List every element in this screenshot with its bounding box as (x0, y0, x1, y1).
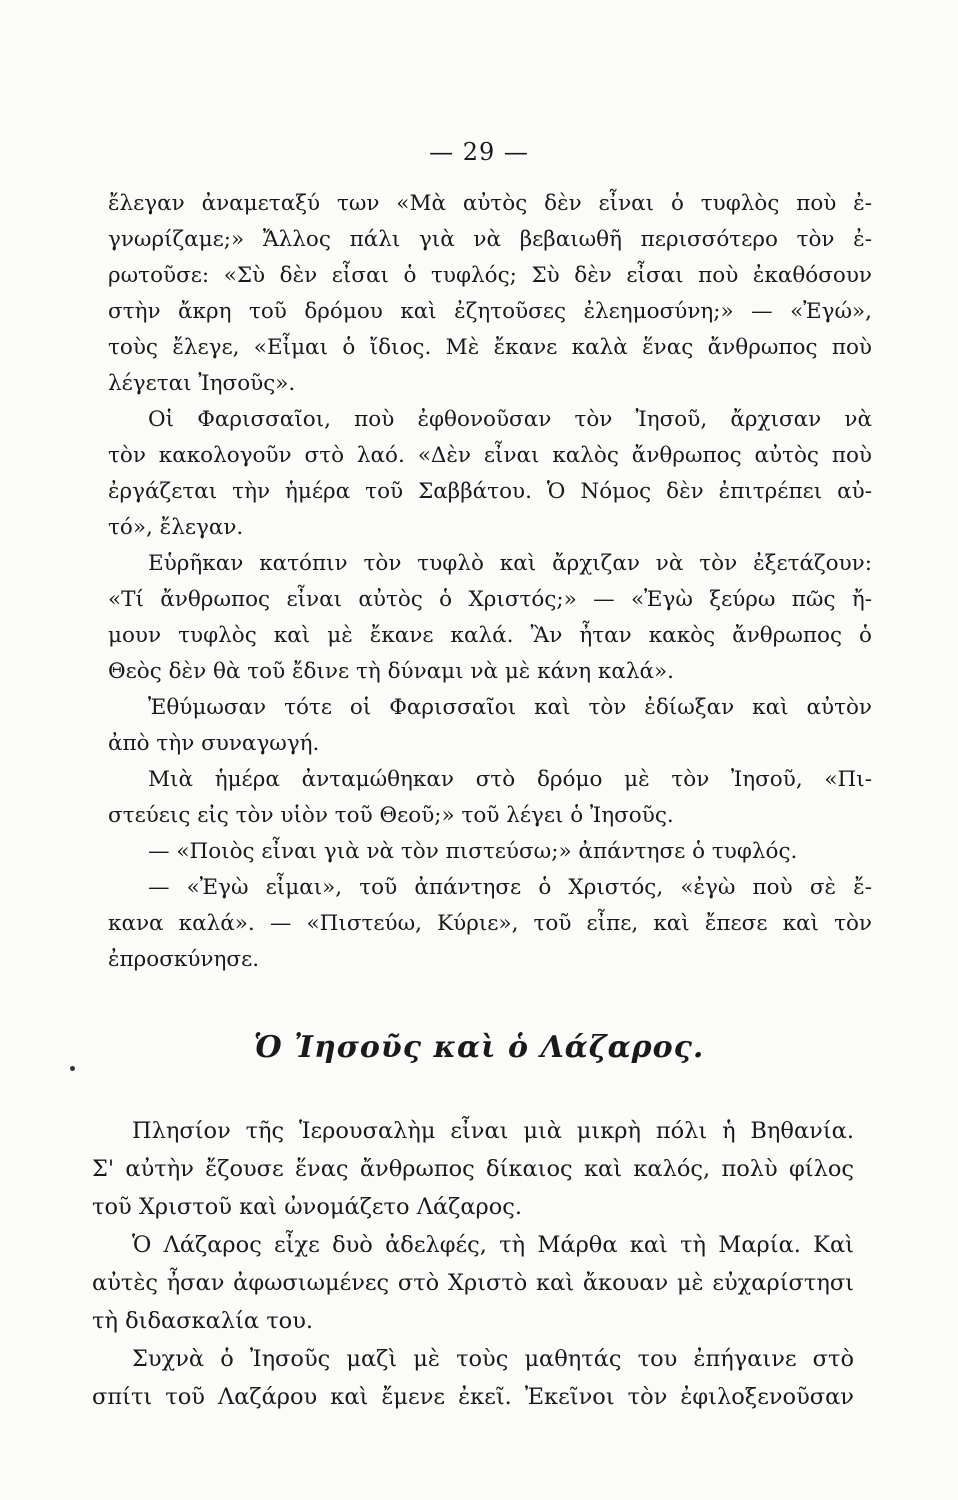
text-line: Οἱ Φαρισσαῖοι, ποὺ ἐφθονοῦσαν τὸν Ἰησοῦ, ἄρχισαν νὰ (148, 407, 872, 432)
text-line: γνωρίζαμε;» Ἄλλος πάλι γιὰ νὰ βεβαιωθῆ περισσότερο τὸν ἐ- (108, 227, 872, 252)
ink-speck (70, 1066, 75, 1071)
text-line: σπίτι τοῦ Λαζάρου καὶ ἔμενε ἐκεῖ. Ἐκεῖνοι τὸν ἐφιλοξενοῦσαν (92, 1384, 854, 1410)
text-line: τὸν κακολογοῦν στὸ λαό. «Δὲν εἶναι καλὸς ἄνθρωπος αὐτὸς ποὺ (108, 443, 872, 468)
text-line: «Τί ἄνθρωπος εἶναι αὐτὸς ὁ Χριστός;» — «Ἐγὼ ξεύρω πῶς ἤ- (108, 587, 872, 612)
text-line: τό», ἔλεγαν. (108, 515, 244, 540)
text-line: λέγεται Ἰησοῦς». (108, 371, 296, 396)
text-line: τὴ διδασκαλία του. (92, 1308, 314, 1334)
text-line: ἐργάζεται τὴν ἡμέρα τοῦ Σαββάτου. Ὁ Νόμος δὲν ἐπιτρέπει αὐ- (108, 479, 872, 504)
text-line: Εὑρῆκαν κατόπιν τὸν τυφλὸ καὶ ἄρχιζαν νὰ τὸν ἐξετάζουν: (148, 551, 872, 576)
text-line: Μιὰ ἡμέρα ἀνταμώθηκαν στὸ δρόμο μὲ τὸν Ἰησοῦ, «Πι- (148, 767, 872, 792)
text-line: στεύεις εἰς τὸν υἱὸν τοῦ Θεοῦ;» τοῦ λέγει ὁ Ἰησοῦς. (108, 803, 674, 828)
text-line: ρωτοῦσε: «Σὺ δὲν εἶσαι ὁ τυφλός; Σὺ δὲν εἶσαι ποὺ ἐκαθόσουν (108, 263, 872, 288)
text-line: Πλησίον τῆς Ἱερουσαλὴμ εἶναι μιὰ μικρὴ πόλι ἡ Βηθανία. (132, 1118, 854, 1144)
text-line: ἔλεγαν ἀναμεταξύ των «Μὰ αὐτὸς δὲν εἶναι ὁ τυφλὸς ποὺ ἐ- (108, 191, 872, 216)
text-line: τοὺς ἔλεγε, «Εἶμαι ὁ ἴδιος. Μὲ ἔκανε καλὰ ἕνας ἄνθρωπος ποὺ (108, 335, 872, 360)
text-line: Σ' αὐτὴν ἔζουσε ἕνας ἄνθρωπος δίκαιος καὶ καλός, πολὺ φίλος (92, 1156, 854, 1182)
text-line: Συχνὰ ὁ Ἰησοῦς μαζὶ μὲ τοὺς μαθητάς του ἐπήγαινε στὸ (132, 1346, 854, 1372)
text-line: τοῦ Χριστοῦ καὶ ὠνομάζετο Λάζαρος. (92, 1194, 523, 1220)
text-line: μουν τυφλὸς καὶ μὲ ἔκανε καλά. Ἂν ἦταν κακὸς ἄνθρωπος ὁ (108, 623, 872, 648)
text-line: ἀπὸ τὴν συναγωγή. (108, 731, 320, 756)
text-line: αὐτὲς ἦσαν ἀφωσιωμένες στὸ Χριστὸ καὶ ἄκουαν μὲ εὐχαρίστησι (92, 1270, 854, 1296)
text-block-blind-man (108, 186, 872, 978)
text-line: — «Ἐγὼ εἶμαι», τοῦ ἀπάντησε ὁ Χριστός, «ἐγὼ ποὺ σὲ ἔ- (148, 875, 872, 900)
section-heading: Ὁ Ἰησοῦς καὶ ὁ Λάζαρος. (253, 1030, 705, 1065)
page-number: — 29 — (429, 138, 529, 166)
text-block-lazarus (92, 1112, 854, 1416)
text-line: — «Ποιὸς εἶναι γιὰ νὰ τὸν πιστεύσω;» ἀπάντησε ὁ τυφλός. (148, 839, 798, 864)
text-line: Ὁ Λάζαρος εἶχε δυὸ ἀδελφές, τὴ Μάρθα καὶ τὴ Μαρία. Καὶ (132, 1232, 854, 1258)
text-line: Ἐθύμωσαν τότε οἱ Φαρισσαῖοι καὶ τὸν ἐδίωξαν καὶ αὐτὸν (148, 695, 872, 720)
text-line: στὴν ἄκρη τοῦ δρόμου καὶ ἐζητοῦσες ἐλεημοσύνη;» — «Ἐγώ», (108, 299, 872, 324)
text-line: Θεὸς δὲν θὰ τοῦ ἔδινε τὴ δύναμι νὰ μὲ κάνη καλά». (108, 659, 675, 684)
text-line: κανα καλά». — «Πιστεύω, Κύριε», τοῦ εἶπε, καὶ ἔπεσε καὶ τὸν (108, 911, 872, 936)
text-line: ἐπροσκύνησε. (108, 947, 260, 972)
